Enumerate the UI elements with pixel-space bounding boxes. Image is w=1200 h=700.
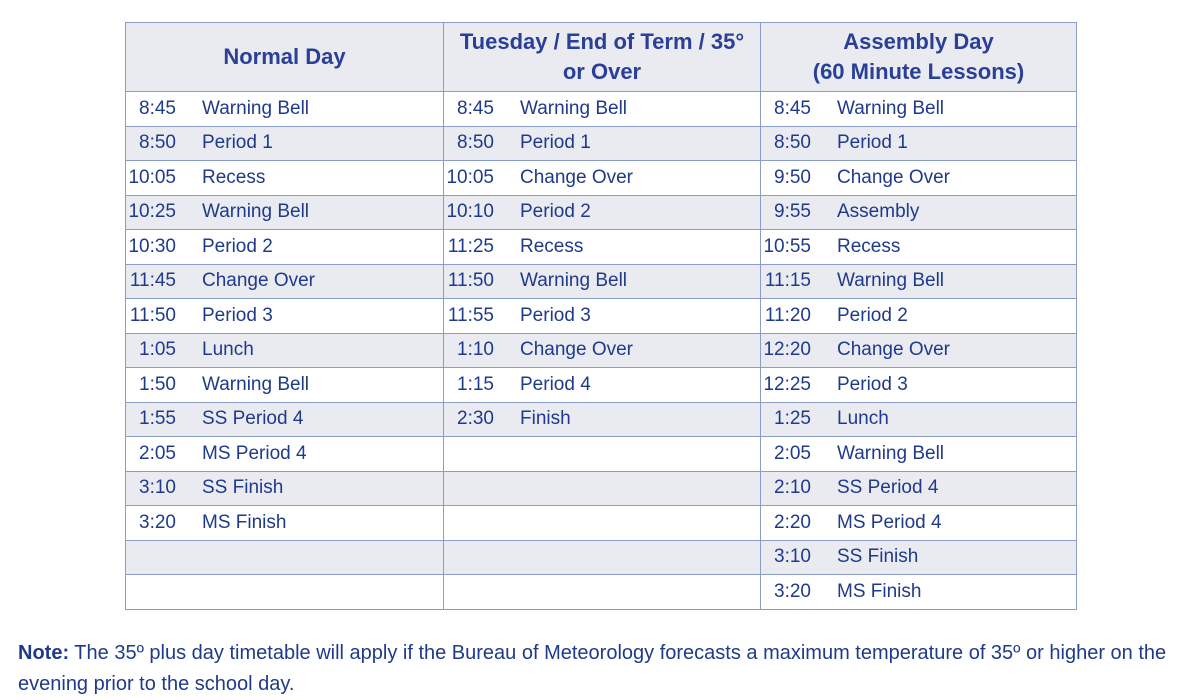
- table-row: [126, 506, 1077, 541]
- bell-event: Recess: [202, 166, 266, 188]
- cell-normal-day: [126, 506, 444, 541]
- bell-event: Period 1: [837, 132, 908, 154]
- cell-tuesday: [444, 299, 761, 334]
- bell-event: SS Finish: [202, 477, 284, 499]
- bell-time: 2:05: [774, 442, 811, 464]
- header-row: [126, 23, 1077, 92]
- bell-time: 10:05: [128, 166, 176, 188]
- table-row: [126, 471, 1077, 506]
- bell-event: MS Finish: [837, 580, 922, 602]
- cell-normal-day: [126, 264, 444, 299]
- header-tuesday-end-of-term: [444, 23, 761, 92]
- cell-tuesday: [444, 126, 761, 161]
- cell-assembly-day: [761, 506, 1077, 541]
- cell-tuesday: [444, 540, 761, 575]
- cell-normal-day: [126, 92, 444, 127]
- header-normal-day: [126, 23, 444, 92]
- bell-event: Period 3: [837, 373, 908, 395]
- bell-time: 3:10: [139, 477, 176, 499]
- cell-assembly-day: [761, 92, 1077, 127]
- bell-time: 10:05: [446, 166, 494, 188]
- bell-time: 8:45: [457, 97, 494, 119]
- bell-time: 1:55: [139, 408, 176, 430]
- table-row: [126, 230, 1077, 265]
- header-line: Normal Day: [223, 44, 346, 69]
- bell-time: 10:55: [763, 235, 811, 257]
- bell-time: 1:15: [457, 373, 494, 395]
- cell-tuesday: [444, 402, 761, 437]
- bell-event: Warning Bell: [202, 97, 310, 119]
- bell-time: 9:50: [774, 166, 811, 188]
- bell-time: 10:25: [128, 201, 176, 223]
- cell-normal-day: [126, 540, 444, 575]
- bell-event: Warning Bell: [837, 270, 945, 292]
- bell-time: 8:45: [139, 97, 176, 119]
- cell-assembly-day: [761, 195, 1077, 230]
- bell-time: 9:55: [774, 201, 811, 223]
- bell-time: 8:50: [774, 132, 811, 154]
- bell-event: Assembly: [837, 201, 920, 223]
- cell-assembly-day: [761, 299, 1077, 334]
- bell-event: Recess: [837, 235, 901, 257]
- cell-normal-day: [126, 161, 444, 196]
- bell-event: Period 1: [520, 132, 591, 154]
- bell-time: 2:05: [139, 442, 176, 464]
- cell-tuesday: [444, 195, 761, 230]
- cell-normal-day: [126, 437, 444, 472]
- bell-event: Warning Bell: [837, 97, 945, 119]
- table-row: [126, 126, 1077, 161]
- bell-event: Change Over: [837, 339, 951, 361]
- bell-time: 2:10: [774, 477, 811, 499]
- header-assembly-day: [761, 23, 1077, 92]
- cell-assembly-day: [761, 368, 1077, 403]
- cell-normal-day: [126, 575, 444, 610]
- cell-normal-day: [126, 471, 444, 506]
- table-row: [126, 402, 1077, 437]
- bell-time: 11:25: [447, 235, 494, 257]
- cell-tuesday: [444, 471, 761, 506]
- cell-normal-day: [126, 368, 444, 403]
- cell-tuesday: [444, 368, 761, 403]
- bell-event: Warning Bell: [837, 442, 945, 464]
- bell-time: 11:20: [764, 304, 811, 326]
- bell-time: 3:20: [774, 580, 811, 602]
- table-row: [126, 333, 1077, 368]
- bell-time: 1:05: [139, 339, 176, 361]
- bell-event: Recess: [520, 235, 584, 257]
- bell-event: Warning Bell: [202, 373, 310, 395]
- bell-time: 8:50: [457, 132, 494, 154]
- cell-tuesday: [444, 437, 761, 472]
- header-line: (60 Minute Lessons): [812, 59, 1025, 84]
- header-line: Tuesday / End of Term / 35°: [459, 29, 745, 54]
- bell-event: Warning Bell: [520, 97, 628, 119]
- cell-assembly-day: [761, 126, 1077, 161]
- table-row: [126, 368, 1077, 403]
- bell-event: Change Over: [520, 339, 634, 361]
- bell-times-table: [125, 22, 1077, 610]
- cell-normal-day: [126, 126, 444, 161]
- bell-time: 2:30: [457, 408, 494, 430]
- table-row: [126, 195, 1077, 230]
- note-text: The 35º plus day timetable will apply if the Bureau of Meteorology forecasts a maximum temperature of 35º or higher on the evening prior to the school day.: [18, 642, 1167, 695]
- timetable-note: [18, 638, 1193, 700]
- bell-time: 11:15: [764, 270, 811, 292]
- bell-event: Period 4: [520, 373, 591, 395]
- cell-tuesday: [444, 230, 761, 265]
- table-row: [126, 299, 1077, 334]
- bell-time: 2:20: [774, 511, 811, 533]
- cell-tuesday: [444, 161, 761, 196]
- table-row: [126, 264, 1077, 299]
- cell-assembly-day: [761, 471, 1077, 506]
- cell-tuesday: [444, 92, 761, 127]
- bell-time: 8:45: [774, 97, 811, 119]
- bell-event: Lunch: [202, 339, 254, 361]
- bell-event: Period 3: [202, 304, 273, 326]
- bell-time: 10:30: [128, 235, 176, 257]
- bell-time: 3:20: [139, 511, 176, 533]
- header-line: Assembly Day: [843, 29, 994, 54]
- bell-time: 8:50: [139, 132, 176, 154]
- note-label: Note:: [18, 642, 70, 664]
- bell-event: MS Finish: [202, 511, 287, 533]
- bell-time: 3:10: [774, 546, 811, 568]
- cell-assembly-day: [761, 575, 1077, 610]
- bell-time: 1:25: [774, 408, 811, 430]
- bell-time: 11:50: [129, 304, 176, 326]
- bell-event: SS Finish: [837, 546, 919, 568]
- bell-time: 11:50: [447, 270, 494, 292]
- cell-normal-day: [126, 333, 444, 368]
- bell-time: 11:45: [129, 270, 176, 292]
- cell-tuesday: [444, 264, 761, 299]
- table-row: [126, 161, 1077, 196]
- bell-event: Warning Bell: [202, 201, 310, 223]
- bell-event: Period 2: [520, 201, 591, 223]
- cell-tuesday: [444, 575, 761, 610]
- cell-normal-day: [126, 299, 444, 334]
- bell-event: Change Over: [837, 166, 951, 188]
- cell-assembly-day: [761, 402, 1077, 437]
- cell-tuesday: [444, 506, 761, 541]
- cell-normal-day: [126, 195, 444, 230]
- bell-time: 12:20: [763, 339, 811, 361]
- cell-assembly-day: [761, 437, 1077, 472]
- table-row: [126, 540, 1077, 575]
- bell-event: Lunch: [837, 408, 889, 430]
- bell-event: Period 2: [202, 235, 273, 257]
- table-row: [126, 437, 1077, 472]
- bell-event: Period 1: [202, 132, 273, 154]
- bell-time: 11:55: [447, 304, 494, 326]
- table-header: [126, 23, 1077, 92]
- cell-assembly-day: [761, 230, 1077, 265]
- cell-assembly-day: [761, 540, 1077, 575]
- cell-assembly-day: [761, 333, 1077, 368]
- table-row: [126, 575, 1077, 610]
- table-body: [126, 92, 1077, 610]
- bell-event: Period 3: [520, 304, 591, 326]
- cell-assembly-day: [761, 161, 1077, 196]
- bell-time: 1:50: [139, 373, 176, 395]
- bell-event: MS Period 4: [202, 442, 307, 464]
- cell-normal-day: [126, 230, 444, 265]
- bell-event: SS Period 4: [837, 477, 939, 499]
- bell-time: 1:10: [457, 339, 494, 361]
- header-line: or Over: [562, 59, 642, 84]
- bell-time: 12:25: [763, 373, 811, 395]
- bell-event: Change Over: [202, 270, 316, 292]
- bell-time: 10:10: [446, 201, 494, 223]
- cell-tuesday: [444, 333, 761, 368]
- bell-event: MS Period 4: [837, 511, 942, 533]
- cell-assembly-day: [761, 264, 1077, 299]
- bell-event: Period 2: [837, 304, 908, 326]
- bell-event: SS Period 4: [202, 408, 304, 430]
- cell-normal-day: [126, 402, 444, 437]
- bell-event: Warning Bell: [520, 270, 628, 292]
- table-row: [126, 92, 1077, 127]
- bell-event: Change Over: [520, 166, 634, 188]
- bell-event: Finish: [520, 408, 571, 430]
